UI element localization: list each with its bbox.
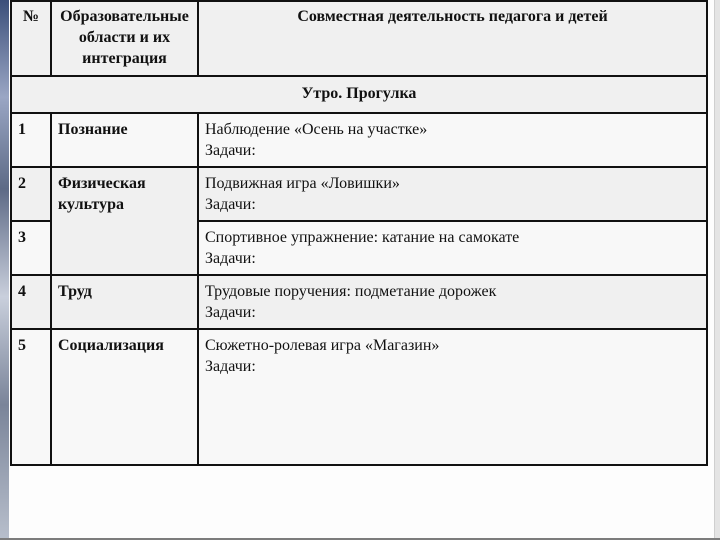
- table-row: [11, 167, 707, 221]
- header-num: №: [11, 1, 51, 76]
- section-title: Утро. Прогулка: [11, 76, 707, 113]
- row-num: 3: [11, 221, 51, 275]
- row-num: 2: [11, 167, 51, 221]
- header-activity: Совместная деятельность педагога и детей: [198, 1, 707, 76]
- tasks-label: Задачи:: [205, 196, 256, 213]
- header-row: [11, 1, 707, 76]
- activity-text: Трудовые поручения: подметание дорожек: [205, 283, 497, 300]
- row-num: 1: [11, 113, 51, 167]
- row-activity: [198, 167, 707, 221]
- tasks-label: Задачи:: [205, 142, 256, 159]
- activity-text: Подвижная игра «Ловишки»: [205, 175, 400, 192]
- row-activity: [198, 329, 707, 465]
- row-activity: [198, 275, 707, 329]
- row-activity: [198, 113, 707, 167]
- activity-text: Наблюдение «Осень на участке»: [205, 121, 428, 138]
- row-activity: [198, 221, 707, 275]
- row-area: Познание: [51, 113, 198, 167]
- tasks-label: Задачи:: [205, 358, 256, 375]
- tasks-label: Задачи:: [205, 250, 256, 267]
- table-row: [11, 329, 707, 465]
- tasks-label: Задачи:: [205, 304, 256, 321]
- row-area: Физическая культура: [51, 167, 198, 275]
- row-num: 5: [11, 329, 51, 465]
- plan-table: [10, 0, 708, 466]
- activity-text: Спортивное упражнение: катание на самокате: [205, 229, 520, 246]
- header-areas: Образовательные области и их интеграция: [51, 1, 198, 76]
- row-num: 4: [11, 275, 51, 329]
- activity-text: Сюжетно-ролевая игра «Магазин»: [205, 337, 440, 354]
- row-area: Труд: [51, 275, 198, 329]
- slide-right-border: [714, 0, 720, 540]
- section-row: [11, 76, 707, 113]
- row-area: Социализация: [51, 329, 198, 465]
- slide-left-decoration: [0, 0, 9, 540]
- table-row: [11, 113, 707, 167]
- table-row: [11, 275, 707, 329]
